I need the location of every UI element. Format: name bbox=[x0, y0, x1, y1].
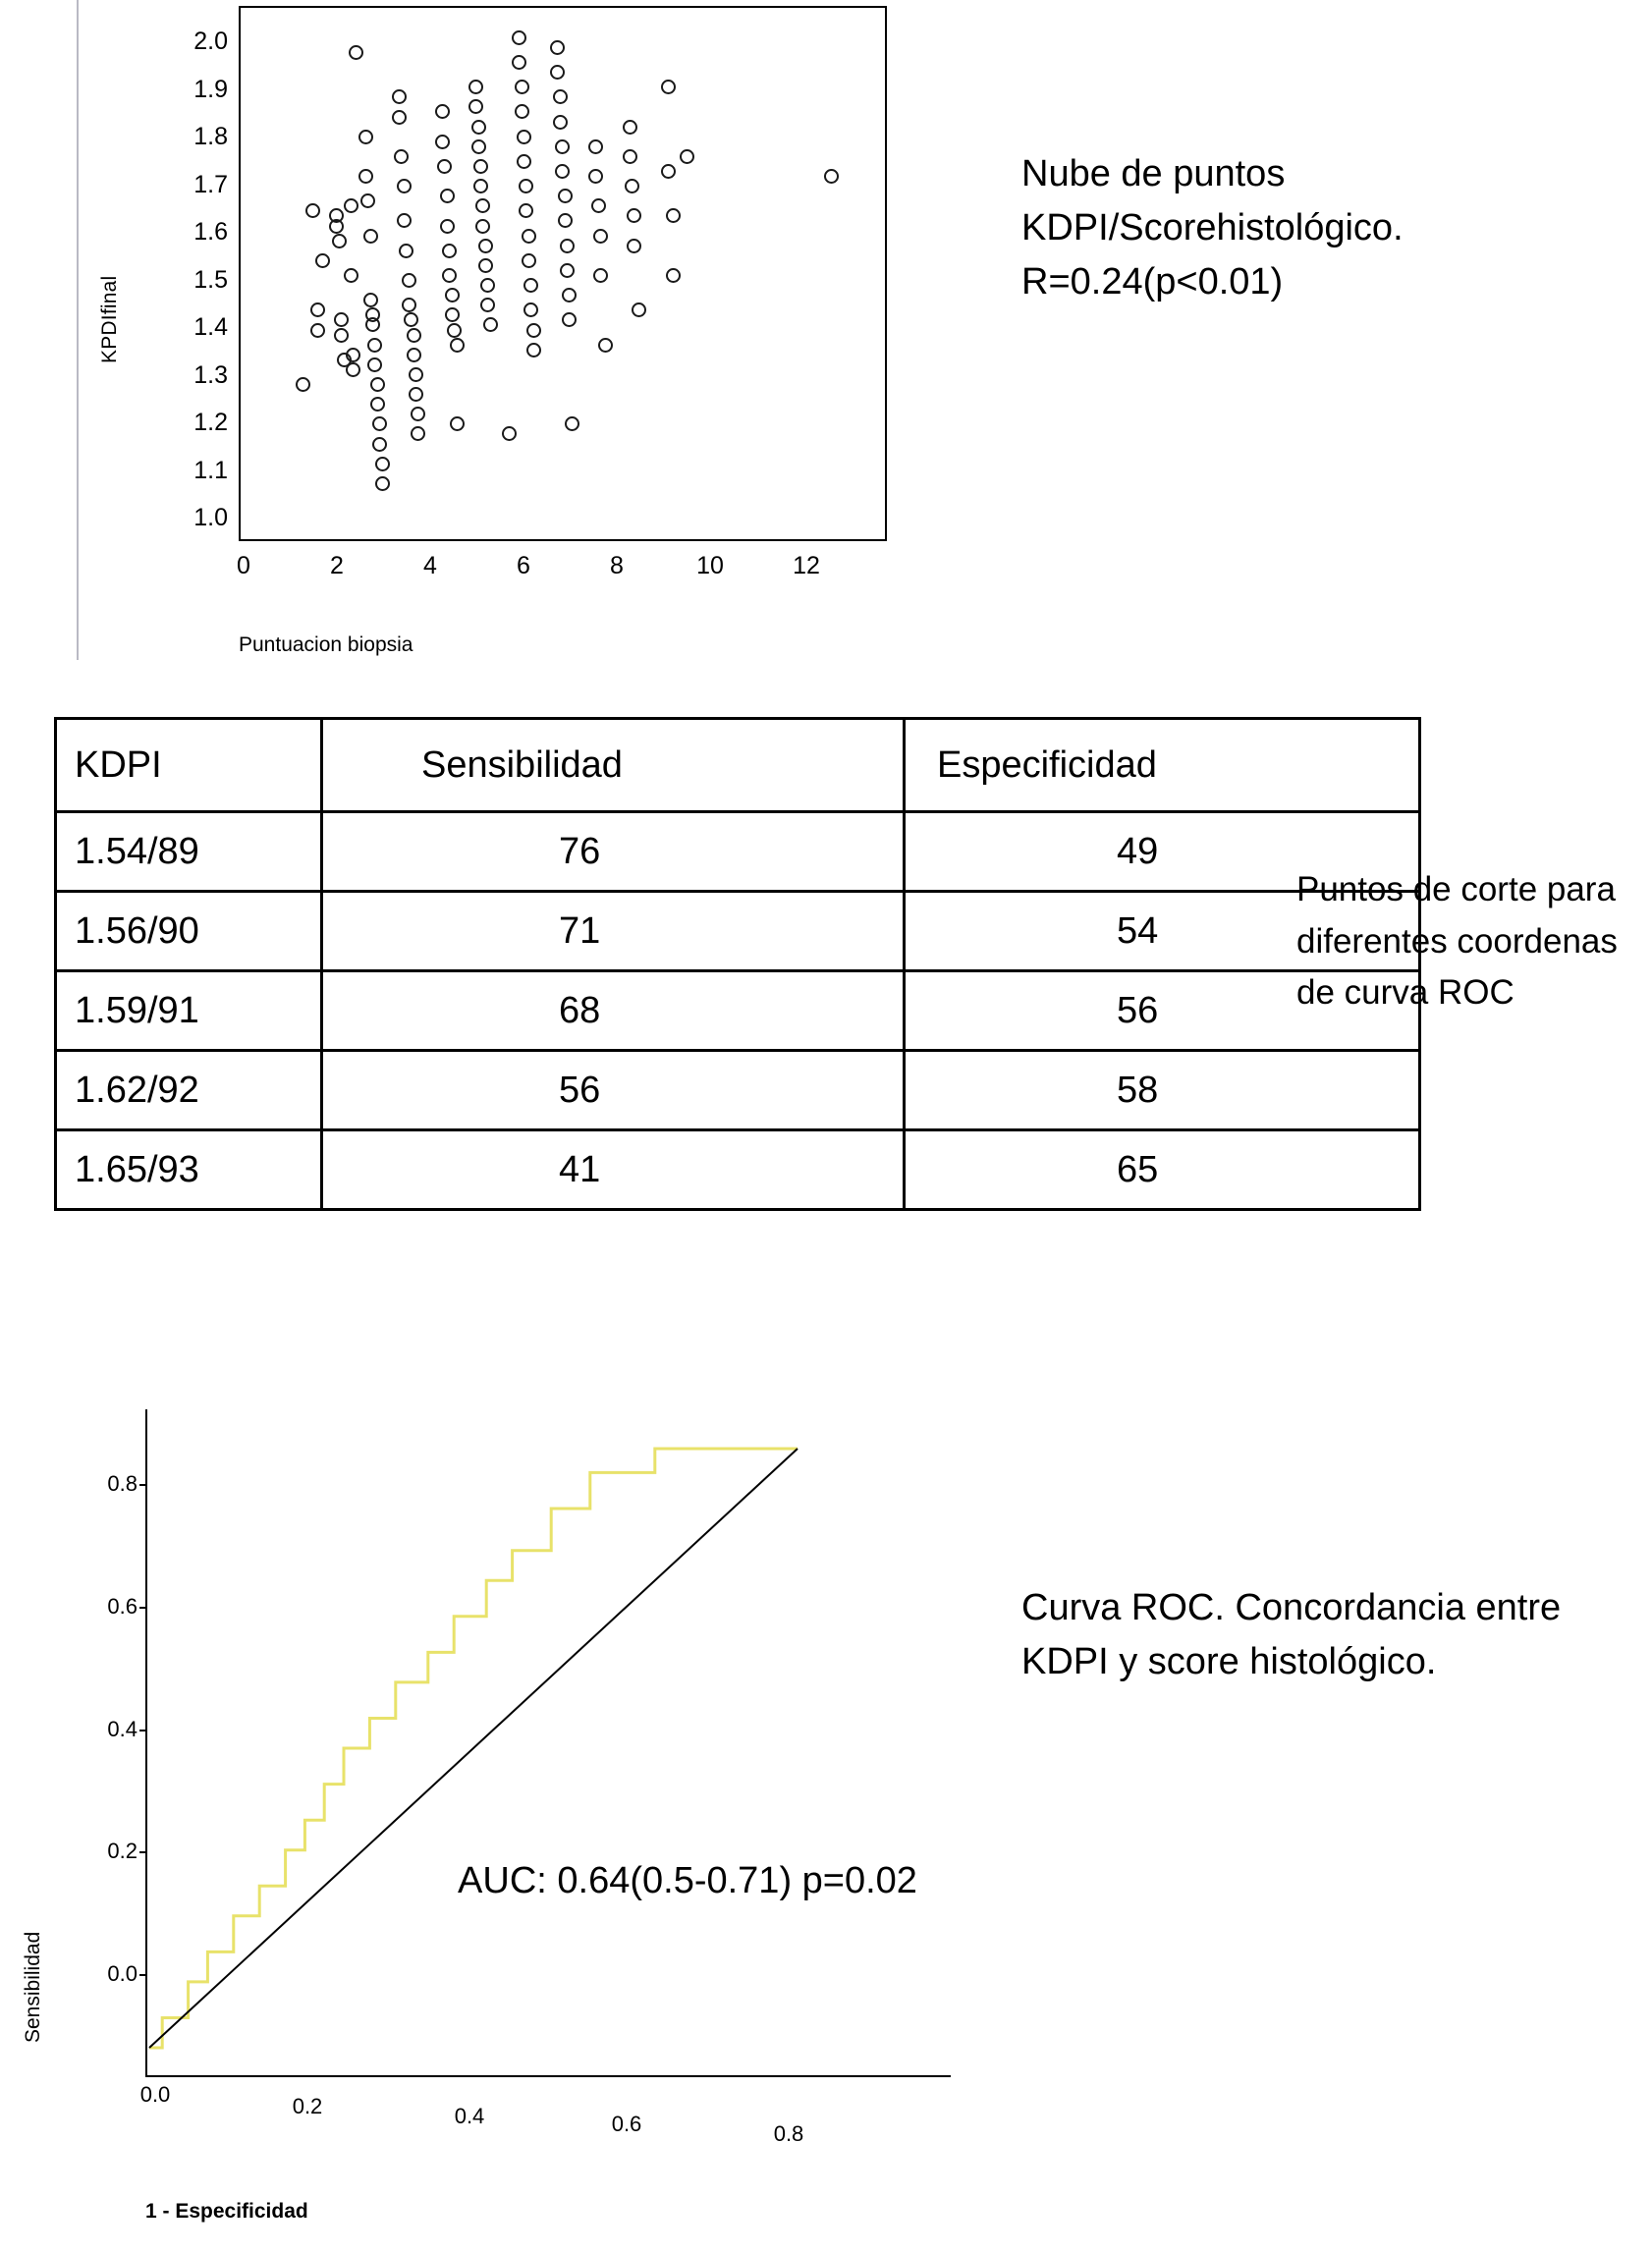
scatter-point bbox=[370, 397, 385, 412]
scatter-point bbox=[409, 367, 423, 382]
scatter-point bbox=[475, 219, 490, 234]
scatter-caption: Nube de puntos KDPI/Scorehistológico. R=0.24(p<0.01) bbox=[1021, 153, 1404, 303]
scatter-point bbox=[475, 198, 490, 213]
scatter-point bbox=[515, 80, 529, 94]
scatter-y-tick: 1.5 bbox=[193, 265, 228, 294]
scatter-point bbox=[367, 338, 382, 353]
scatter-point bbox=[394, 149, 409, 164]
table-cell: 1.59/91 bbox=[56, 971, 322, 1051]
table-cell: 76 bbox=[322, 812, 905, 892]
roc-y-axis-label: Sensibilidad bbox=[22, 1931, 44, 2043]
scatter-point bbox=[565, 416, 579, 431]
scatter-point bbox=[370, 377, 385, 392]
scatter-y-axis-label: KPDIfinal bbox=[98, 275, 121, 363]
cutoff-table-block bbox=[54, 717, 1262, 1211]
scatter-point bbox=[310, 323, 325, 338]
roc-x-tick: 0.4 bbox=[454, 2104, 485, 2128]
scatter-point bbox=[437, 159, 452, 174]
roc-y-tick: 0.0 bbox=[107, 1961, 138, 1986]
scatter-point bbox=[478, 258, 493, 273]
scatter-point bbox=[473, 179, 488, 193]
scatter-point bbox=[360, 193, 375, 208]
table-cell: 1.62/92 bbox=[56, 1051, 322, 1130]
table-cell: 1.65/93 bbox=[56, 1130, 322, 1210]
roc-x-tick: 0.6 bbox=[611, 2112, 642, 2136]
scatter-point bbox=[555, 164, 570, 179]
scatter-point bbox=[522, 229, 536, 244]
scatter-point bbox=[560, 239, 575, 253]
scatter-point bbox=[346, 348, 360, 362]
scatter-point bbox=[661, 80, 676, 94]
scatter-point bbox=[409, 387, 423, 402]
scatter-point bbox=[399, 244, 413, 258]
scatter-point bbox=[346, 362, 360, 377]
scatter-point bbox=[375, 476, 390, 491]
scatter-point bbox=[315, 253, 330, 268]
scatter-point bbox=[550, 65, 565, 80]
scatter-point bbox=[593, 268, 608, 283]
roc-curve-svg bbox=[147, 1409, 953, 2077]
scatter-point bbox=[480, 298, 495, 312]
scatter-point bbox=[344, 198, 358, 213]
scatter-point bbox=[349, 45, 363, 60]
scatter-point bbox=[358, 130, 373, 144]
scatter-point bbox=[598, 338, 613, 353]
scatter-point bbox=[666, 208, 681, 223]
table-cell: 56 bbox=[905, 971, 1420, 1051]
table-cell: 41 bbox=[322, 1130, 905, 1210]
scatter-point bbox=[562, 312, 577, 327]
scatter-x-axis-label: Puntuacion biopsia bbox=[239, 633, 413, 656]
scatter-point bbox=[329, 219, 344, 234]
scatter-y-tick: 1.3 bbox=[193, 360, 228, 389]
scatter-y-tick: 1.7 bbox=[193, 170, 228, 198]
roc-x-tick: 0.8 bbox=[773, 2121, 804, 2146]
scatter-point bbox=[558, 189, 573, 203]
cutoff-table-caption: Puntos de corte para diferentes coordenas de curva ROC bbox=[1296, 870, 1618, 1012]
table-cell: 54 bbox=[905, 892, 1420, 971]
scatter-point bbox=[555, 139, 570, 154]
roc-y-axis-ticks bbox=[59, 1395, 138, 2082]
scatter-point bbox=[623, 149, 637, 164]
table-cell: 1.54/89 bbox=[56, 812, 322, 892]
scatter-point bbox=[411, 426, 425, 441]
scatter-plot-area bbox=[239, 6, 887, 541]
table-cell: 49 bbox=[905, 812, 1420, 892]
scatter-point bbox=[558, 213, 573, 228]
scatter-point bbox=[334, 328, 349, 343]
scatter-point bbox=[553, 115, 568, 130]
roc-y-tick: 0.2 bbox=[107, 1839, 138, 1863]
scatter-point bbox=[523, 278, 538, 293]
scatter-point bbox=[392, 110, 407, 125]
scatter-point bbox=[632, 302, 646, 317]
table-cell: 58 bbox=[905, 1051, 1420, 1130]
scatter-point bbox=[478, 239, 493, 253]
scatter-point bbox=[550, 40, 565, 55]
scatter-point bbox=[515, 104, 529, 119]
table-header-row bbox=[56, 719, 1420, 812]
roc-auc-annotation: AUC: 0.64(0.5-0.71) p=0.02 bbox=[458, 1860, 917, 1901]
scatter-point bbox=[407, 328, 421, 343]
scatter-point bbox=[363, 293, 378, 307]
scatter-point bbox=[440, 219, 455, 234]
scatter-point bbox=[512, 30, 526, 45]
table-header-especificidad: Especificidad bbox=[905, 719, 1420, 812]
scatter-x-tick: 8 bbox=[610, 552, 624, 579]
scatter-point bbox=[468, 99, 483, 114]
scatter-point bbox=[468, 80, 483, 94]
scatter-point bbox=[372, 437, 387, 452]
scatter-point bbox=[473, 159, 488, 174]
scatter-point bbox=[365, 317, 380, 332]
scatter-point bbox=[512, 55, 526, 70]
scatter-point bbox=[591, 198, 606, 213]
scatter-point bbox=[519, 203, 533, 218]
table-cell: 68 bbox=[322, 971, 905, 1051]
scatter-point bbox=[483, 317, 498, 332]
scatter-point bbox=[502, 426, 517, 441]
scatter-point bbox=[471, 120, 486, 135]
scatter-point bbox=[625, 179, 639, 193]
roc-plot-area bbox=[145, 1409, 951, 2077]
scatter-point bbox=[661, 164, 676, 179]
scatter-point bbox=[411, 407, 425, 421]
scatter-point bbox=[305, 203, 320, 218]
scatter-point bbox=[517, 154, 531, 169]
roc-y-tick: 0.4 bbox=[107, 1717, 138, 1741]
scatter-point bbox=[397, 213, 412, 228]
scatter-point bbox=[363, 229, 378, 244]
scatter-x-tick: 12 bbox=[793, 552, 820, 579]
scatter-point bbox=[310, 302, 325, 317]
scatter-point bbox=[627, 208, 641, 223]
scatter-point bbox=[627, 239, 641, 253]
scatter-point bbox=[397, 179, 412, 193]
scatter-x-tick: 0 bbox=[237, 552, 250, 579]
table-header-sensibilidad: Sensibilidad bbox=[322, 719, 905, 812]
roc-reference-line bbox=[149, 1449, 798, 2048]
scatter-point bbox=[440, 189, 455, 203]
scatter-point bbox=[447, 323, 462, 338]
scatter-x-tick: 10 bbox=[696, 552, 724, 579]
scatter-point bbox=[402, 298, 416, 312]
scatter-point bbox=[296, 377, 310, 392]
scatter-y-tick: 1.4 bbox=[193, 313, 228, 341]
scatter-point bbox=[375, 457, 390, 471]
scatter-x-axis-ticks bbox=[239, 552, 887, 591]
table-cell: 65 bbox=[905, 1130, 1420, 1210]
roc-x-axis-label: 1 - Especificidad bbox=[145, 2200, 308, 2223]
scatter-point bbox=[372, 416, 387, 431]
scatter-y-tick: 1.6 bbox=[193, 218, 228, 246]
scatter-point bbox=[407, 348, 421, 362]
scatter-point bbox=[824, 169, 839, 184]
scatter-point bbox=[480, 278, 495, 293]
table-row bbox=[56, 812, 1420, 892]
scatter-point bbox=[402, 273, 416, 288]
scatter-point bbox=[442, 244, 457, 258]
cutoff-table bbox=[54, 717, 1421, 1211]
scatter-point bbox=[517, 130, 531, 144]
scatter-point bbox=[367, 357, 382, 372]
scatter-point bbox=[560, 263, 575, 278]
table-cell: 71 bbox=[322, 892, 905, 971]
table-row bbox=[56, 892, 1420, 971]
table-header-kdpi: KDPI bbox=[56, 719, 322, 812]
scatter-point bbox=[680, 149, 694, 164]
scatter-point bbox=[471, 139, 486, 154]
roc-x-axis-ticks bbox=[139, 2082, 951, 2146]
scatter-x-tick: 6 bbox=[517, 552, 530, 579]
scatter-point bbox=[623, 120, 637, 135]
scatter-point bbox=[442, 268, 457, 283]
roc-caption: Curva ROC. Concordancia entre KDPI y score histológico. bbox=[1021, 1587, 1562, 1683]
scatter-point bbox=[526, 323, 541, 338]
scatter-point bbox=[593, 229, 608, 244]
scatter-point bbox=[553, 89, 568, 104]
scatter-y-tick: 2.0 bbox=[193, 27, 228, 55]
scatter-point bbox=[522, 253, 536, 268]
scatter-y-tick: 1.0 bbox=[193, 504, 228, 531]
scatter-point bbox=[445, 307, 460, 322]
roc-y-tick: 0.8 bbox=[107, 1471, 138, 1496]
scatter-y-tick: 1.9 bbox=[193, 75, 228, 103]
table-row bbox=[56, 1130, 1420, 1210]
scatter-y-tick: 1.8 bbox=[193, 123, 228, 150]
roc-x-tick: 0.0 bbox=[139, 2082, 171, 2107]
scatter-point bbox=[435, 104, 450, 119]
scatter-point bbox=[562, 288, 577, 302]
scatter-point bbox=[358, 169, 373, 184]
scatter-x-tick: 2 bbox=[330, 552, 344, 579]
table-row bbox=[56, 971, 1420, 1051]
scatter-point bbox=[392, 89, 407, 104]
figure-left-rule bbox=[77, 0, 79, 660]
scatter-point bbox=[666, 268, 681, 283]
scatter-point bbox=[445, 288, 460, 302]
table-cell: 56 bbox=[322, 1051, 905, 1130]
roc-y-tick: 0.6 bbox=[107, 1594, 138, 1619]
scatter-point bbox=[526, 343, 541, 357]
scatter-point bbox=[404, 312, 418, 327]
scatter-point bbox=[523, 302, 538, 317]
scatter-y-axis-ticks bbox=[118, 0, 228, 550]
scatter-y-tick: 1.1 bbox=[193, 456, 228, 484]
scatter-point bbox=[435, 135, 450, 149]
scatter-point bbox=[450, 416, 465, 431]
scatter-point bbox=[332, 234, 347, 248]
scatter-y-tick: 1.2 bbox=[193, 409, 228, 436]
scatter-x-tick: 4 bbox=[423, 552, 437, 579]
table-row bbox=[56, 1051, 1420, 1130]
scatter-point bbox=[344, 268, 358, 283]
scatter-point bbox=[334, 312, 349, 327]
scatter-point bbox=[588, 139, 603, 154]
scatter-plot-figure bbox=[0, 0, 982, 687]
scatter-point bbox=[450, 338, 465, 353]
scatter-point bbox=[588, 169, 603, 184]
scatter-point bbox=[519, 179, 533, 193]
table-cell: 1.56/90 bbox=[56, 892, 322, 971]
roc-x-tick: 0.2 bbox=[292, 2094, 323, 2118]
